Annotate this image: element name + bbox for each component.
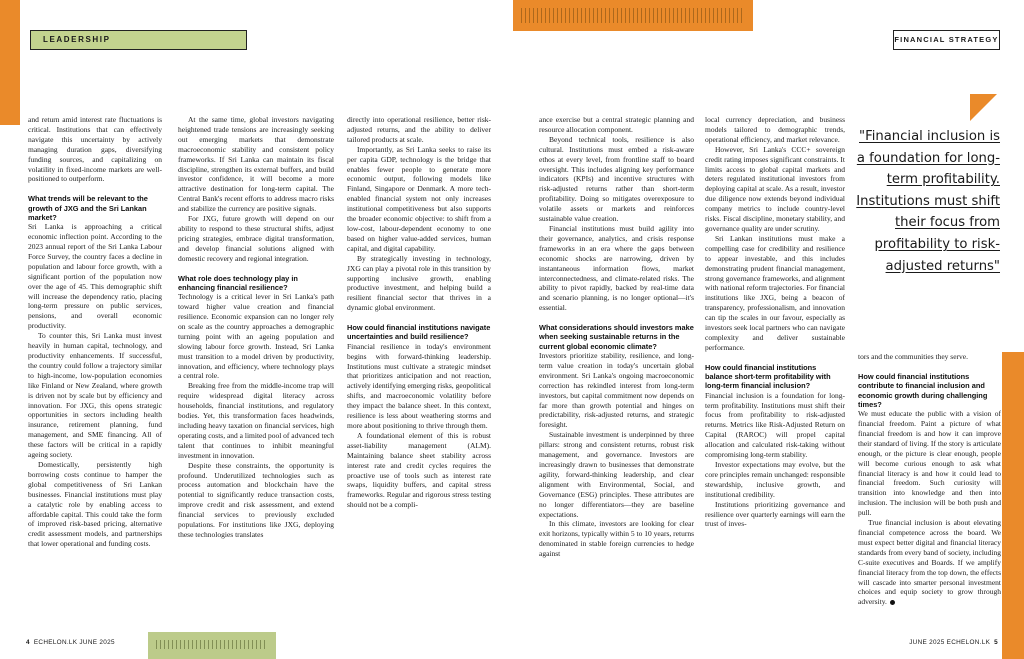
section-label-leadership: LEADERSHIP xyxy=(30,30,247,50)
body-paragraph: For JXG, future growth will depend on our ability to respond to these structural shifts, adjust pricing strategies, embrace digital transformation, and develop financial solutions aligned with domestic recovery and regional integration. xyxy=(178,214,334,263)
body-paragraph: ance exercise but a central strategic planning and resource allocation component. xyxy=(539,115,694,134)
body-paragraph: Technology is a critical lever in Sri Lanka's path toward higher value creation and financial resilience. Economic expansion can no longer rely on scale as the country approaches a demographic turning point with an ageing population and slowing labour force growth. Instead, Sri Lanka must transition to a model driven by productivity, innovation, and efficiency, where technology plays a central role. xyxy=(178,292,334,381)
footer-right xyxy=(909,639,998,646)
article-column-3 xyxy=(347,115,491,630)
body-paragraph: tors and the communities they serve. xyxy=(858,352,968,361)
body-paragraph: At the same time, global investors navigating heightened trade tensions are increasingly seeking out emerging markets that demonstrate macroeconomic stability and consistent policy frameworks. If Sri Lanka can maintain its fiscal discipline, strengthen its external buffers, and build investor confidence, it will become a more attractive destination for long-term capital. The Central Bank's recent efforts to address macro risks and stabilize the currency are positive signals. xyxy=(178,115,334,214)
footer-publication-left: ECHELON.LK JUNE 2025 xyxy=(33,639,115,646)
body-paragraph: Financial institutions must build agility into their governance, analytics, and crisis response frameworks in an era where the gaps between economic shocks are narrowing, driven by instantaneous information flows, market interconnectedness, and climate-related risks. The ability to pivot rapidly, backed by real-time data and scenario planning, is no longer optional—it's essential. xyxy=(539,223,694,313)
body-paragraph: To counter this, Sri Lanka must invest heavily in human capital, technology, and productivity enhancements. If successful, the country could follow a trajectory similar to high-income, low-population economies like Finland or New Zealand, where growth is driven not by scale but by efficiency and innovation. For JXG, this opens strategic opportunities in sectors including health insurance, retirement planning, fund management, and SME financing. All of these factors will be critical in a rapidly ageing society. xyxy=(28,331,162,460)
body-paragraph: By strategically investing in technology, JXG can play a pivotal role in this transition by supporting inclusive growth, enabling productive investment, and helping build a resilient financial sector that thrives in a dynamic global environment. xyxy=(347,253,491,313)
body-paragraph: Investors prioritize stability, resilience, and long-term value creation in today's uncertain global environment. Sri Lanka's ongoing macroeconomic correction has rekindled interest from long-term investors, but capital commitment now depends on far more than growth potential and hinges on predictability, risk-adjusted returns, and strategic foresight. xyxy=(539,351,694,430)
question-heading: What considerations should investors make when seeking sustainable returns in the current global economic climate? xyxy=(539,323,694,351)
page-number-right: 5 xyxy=(994,639,998,646)
green-pattern-block xyxy=(148,632,276,659)
body-paragraph: Importantly, as Sri Lanka seeks to raise its per capita GDP, technology is the bridge that enables fewer people to generate more economic output, following models like Finland, Singapore or Denmark. A more tech-enabled financial system not only increases institutional competitiveness but also supports the broader economic objective: to shift from a low-cost, labour-dependent economy to one based on higher value-added services, human capital, and digital capability. xyxy=(347,144,491,253)
body-paragraph: local currency depreciation, and business models tailored to demographic trends, operational efficiency, and market relevance. xyxy=(705,115,845,144)
article-column-4 xyxy=(539,115,694,630)
body-paragraph: Domestically, persistently high borrowing costs continue to hamper the global competitiveness of Sri Lankan businesses. Financial institutions must play a catalytic role by enabling access to affordable capital. This could take the form of improved risk-based pricing, alternative credit assessment models, and partnerships that lower operational and funding costs. xyxy=(28,459,162,549)
body-paragraph: Beyond technical tools, resilience is also cultural. Institutions must embed a risk-aware ethos at every level, from frontline staff to board oversight. This includes aligning key performance indicators (KPIs) and incentive structures with risk-adjusted returns rather than short-term profitability. Doing so mitigates overexposure to volatile assets or markets and reinforces sustainable value creation. xyxy=(539,134,694,224)
page-number-left: 4 xyxy=(26,639,30,646)
orange-edge-bar-right xyxy=(1002,352,1024,659)
question-heading: What trends will be relevant to the growth of JXG and the Sri Lankan market? xyxy=(28,194,148,222)
body-paragraph: Sri Lankan institutions must make a compelling case for credibility and resilience to appear investable, and this includes demonstrating prudent financial management, strong governance frameworks, and alignment with national reform trajectories. For financial institutions like JXG, being a beacon of transparency, professionalism, and innovation can tip the scales in our favour, especially as investors seek local partners who can navigate complexity and deliver sustainable performance. xyxy=(705,233,845,352)
section-label-financial-strategy: FINANCIAL STRATEGY xyxy=(893,30,1000,50)
question-heading: How could financial institutions navigate uncertainties and build resilience? xyxy=(347,323,491,342)
orange-pattern-block xyxy=(513,0,753,31)
body-paragraph: Financial resilience in today's environment begins with forward-thinking leadership. Institutions must cultivate a strategic mindset that prioritizes anticipation and not reaction, actively identifying emerging risks, geopolitical shifts, and macroeconomic volatility before they impact the balance sheet. In this context, resilience is less about weathering storms and more about positioning to thrive through them. xyxy=(347,341,491,430)
footer-left xyxy=(26,639,115,646)
end-of-article-dot xyxy=(890,600,895,605)
body-paragraph: Investor expectations may evolve, but the core principles remain unchanged: responsible stewardship, inclusive growth, and institutional credibility. xyxy=(705,459,845,499)
body-paragraph: Despite these constraints, the opportunity is profound. Underutilized technologies such as process automation and blockchain have the potential to significantly reduce transaction costs, improve credit and risk assessment, and extend financial services to previously excluded populations. For institutions like JXG, deploying these technologies translates xyxy=(178,460,334,539)
question-heading: How could financial institutions balance short-term profitability with long-term financial inclusion? xyxy=(705,362,831,391)
question-heading: How could financial institutions contribute to financial inclusion and economic growth during challenging times? xyxy=(858,371,988,409)
body-paragraph: A foundational element of this is robust asset-liability management (ALM). Maintaining balance sheet stability across interest rate and credit cycles requires the proactive use of tools such as interest rate swaps, liquidity buffers, and capital stress frameworks. Regular and rigorous stress testing should not be a compli- xyxy=(347,430,491,510)
orange-triangle-decoration xyxy=(970,94,997,121)
article-column-5 xyxy=(705,115,845,630)
orange-edge-bar-left xyxy=(0,0,20,125)
question-heading: What role does technology play in enhancing financial resilience? xyxy=(178,273,298,292)
body-paragraph: However, Sri Lanka's CCC+ sovereign credit rating imposes significant constraints. It limits access to global capital markets and deters regulated institutional investors from deploying capital at scale. As a result, investor due diligence now extends beyond individual company metrics to include country-level risks. Fiscal discipline, monetary stability, and governance quality are under scrutiny. xyxy=(705,144,845,233)
article-column-2 xyxy=(178,115,334,630)
article-column-6 xyxy=(858,352,1001,622)
body-paragraph: and return amid interest rate fluctuations is critical. Institutions that can effectively navigate this uncertainty by actively managing duration gaps, diversifying funding sources, and capitalizing on volatility in fixed-income markets are well-positioned to outperform. xyxy=(28,115,162,184)
body-paragraph: Financial inclusion is a foundation for long-term profitability. Institutions must shift their focus from profitability to risk-adjusted returns. Metrics like Risk-Adjusted Return on Capital (RAROC) will propel capital allocation and calculated risk-taking without compromising long-term stability. xyxy=(705,390,845,460)
pull-quote: "Financial inclusion is a foundation for long-term profitability. Institutions must shift their focus from profitability to risk-adjusted returns" xyxy=(856,129,1000,274)
body-paragraph: Sri Lanka is approaching a critical economic inflection point. According to the 2023 annual report of the Sri Lanka Labour Force Survey, the country faces a decline in population and labour force growth, with a significant portion of the population now over the age of 45. This demographic shift will increase the dependency ratio, placing long-term pressure on public services, pensions, and overall economic productivity. xyxy=(28,222,162,331)
body-paragraph: Breaking free from the middle-income trap will require widespread digital literacy across households, financial institutions, and regulatory bodies. Yet, this transformation faces headwinds, including heavy taxation on financial services, high operating costs, and a limited pool of advanced tech talent that continues to inhibit meaningful investment in innovation. xyxy=(178,381,334,460)
article-column-1 xyxy=(28,115,162,610)
body-paragraph: In this climate, investors are looking for clear exit horizons, typically within 5 to 10 years, returns denominated in stable foreign currencies to hedge against xyxy=(539,519,694,559)
body-paragraph: directly into operational resilience, better risk-adjusted returns, and the ability to deliver tailored products at scale. xyxy=(347,115,491,144)
body-paragraph: Sustainable investment is underpinned by three pillars: strong and consistent returns, robust risk management, and governance. Investors are increasingly drawn to businesses that demonstrate agility, forward-thinking leadership, and clear alignment with Environmental, Social, and Governance (ESG) principles. These attributes are no longer differentiators—they are baseline expectations. xyxy=(539,430,694,519)
body-paragraph: Institutions prioritizing governance and resilience over quarterly earnings will earn the trust of inves- xyxy=(705,499,845,529)
body-paragraph: We must educate the public with a vision of financial freedom. Paint a picture of what financial freedom is and how it can improve their standard of living. If the story is articulate enough, or the picture is clear enough, people will become curious enough to ask what financial literacy is and how it could lead to financial freedom. Such curiosity will transition into knowledge and then into inclusion. The inclusion will be both push and pull. xyxy=(858,409,1001,518)
body-paragraph: True financial inclusion is about elevating financial competence across the board. We must expect better digital and financial literacy standards from every band of society, including C-suite executives and Boards. If we amplify financial literacy from the top down, the effects will cascade into smarter personal investment choices and equip society to grow through adversity. xyxy=(858,518,1001,607)
footer-publication-right: JUNE 2025 ECHELON.LK xyxy=(909,639,991,646)
